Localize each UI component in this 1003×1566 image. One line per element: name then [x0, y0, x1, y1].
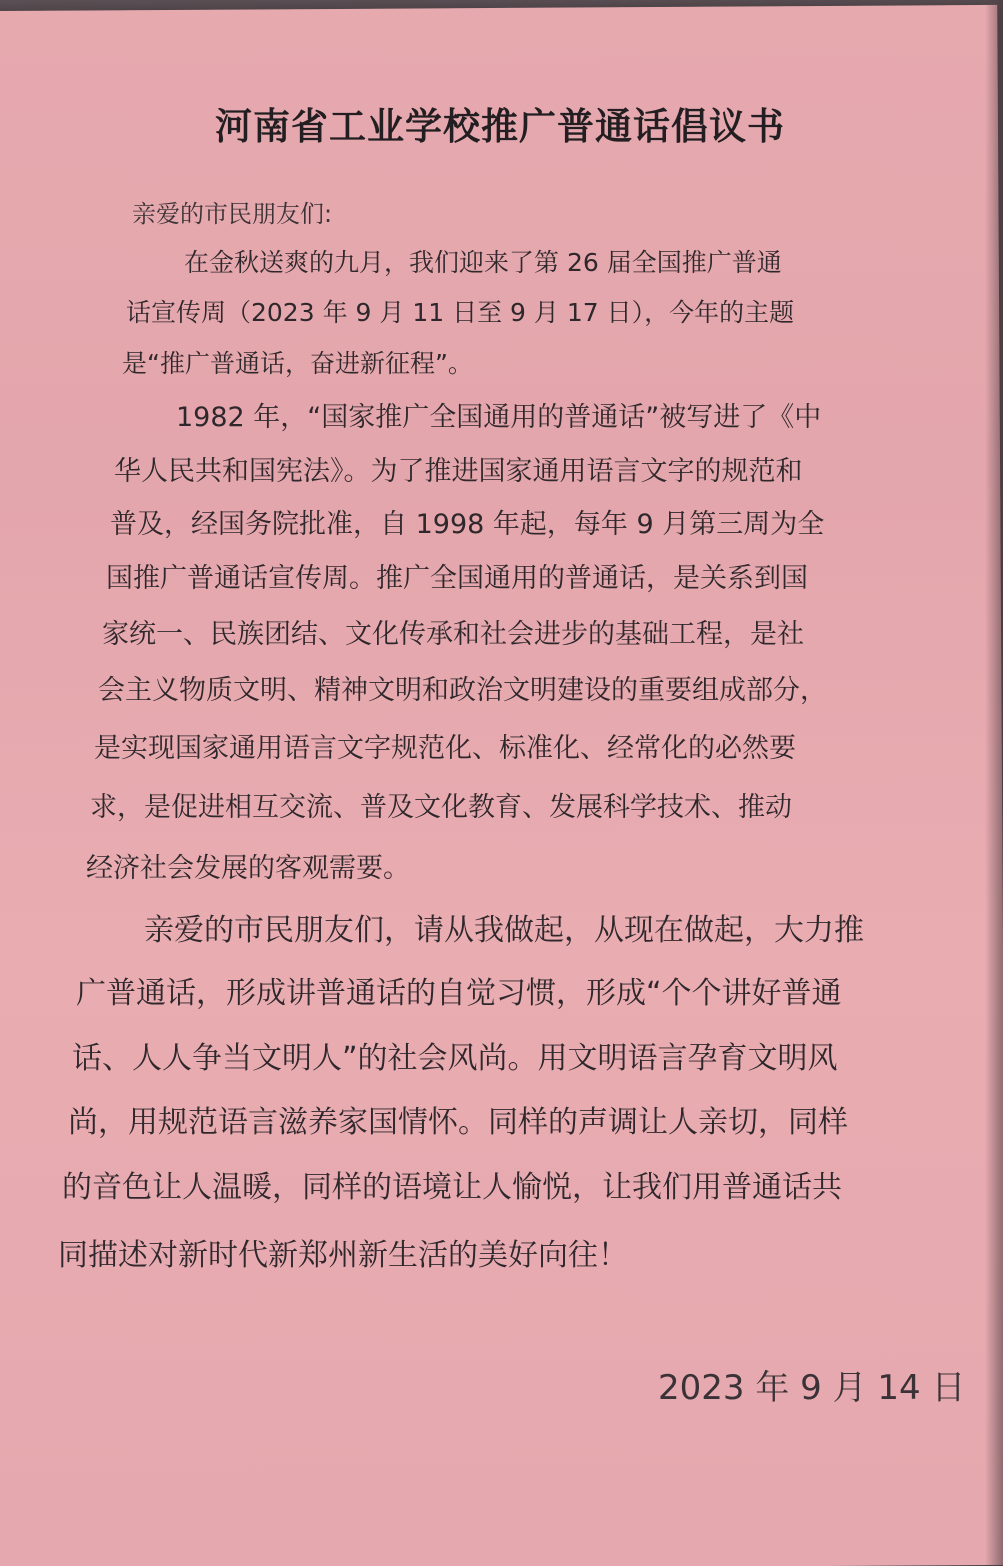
- paragraph1-line: 是“推广普通话，奋进新征程”。: [122, 349, 473, 378]
- document-date: 2023 年 9 月 14 日: [658, 1368, 966, 1408]
- greeting: 亲爱的市民朋友们:: [132, 200, 333, 228]
- paragraph2-line: 家统一、民族团结、文化传承和社会进步的基础工程，是社: [102, 619, 804, 650]
- paragraph2-line: 是实现国家通用语言文字规范化、标准化、经常化的必然要: [94, 733, 796, 764]
- paragraph3-line: 尚，用规范语言滋养家国情怀。同样的声调让人亲切，同样: [68, 1105, 848, 1140]
- document-title: 河南省工业学校推广普通话倡议书: [215, 104, 785, 148]
- paragraph3-line: 的音色让人温暖，同样的语境让人愉悦，让我们用普通话共: [62, 1170, 842, 1205]
- paragraph1-line: 话宣传周（2023 年 9 月 11 日至 9 月 17 日），今年的主题: [126, 298, 795, 327]
- paragraph3-line: 同描述对新时代新郑州新生活的美好向往！: [58, 1238, 628, 1273]
- paragraph2-line: 会主义物质文明、精神文明和政治文明建设的重要组成部分，: [98, 675, 827, 706]
- paragraph2-line: 普及，经国务院批准，自 1998 年起，每年 9 月第三周为全: [110, 509, 825, 540]
- paragraph1-line: 在金秋送爽的九月，我们迎来了第 26 届全国推广普通: [184, 248, 782, 277]
- paragraph3-line: 广普通话，形成讲普通话的自觉习惯，形成“个个讲好普通: [76, 976, 842, 1011]
- paragraph2-line: 经济社会发展的客观需要。: [86, 853, 410, 884]
- paragraph2-line: 1982 年，“国家推广全国通用的普通话”被写进了《中: [176, 402, 822, 433]
- paragraph2-line: 求，是促进相互交流、普及文化教育、发展科学技术、推动: [90, 792, 792, 823]
- paragraph2-line: 国推广普通话宣传周。推广全国通用的普通话，是关系到国: [106, 563, 808, 594]
- paragraph3-line: 亲爱的市民朋友们，请从我做起，从现在做起，大力推: [144, 913, 864, 948]
- paragraph2-line: 华人民共和国宪法》。为了推进国家通用语言文字的规范和: [114, 456, 803, 487]
- paragraph3-line: 话、人人争当文明人”的社会风尚。用文明语言孕育文明风: [72, 1041, 838, 1076]
